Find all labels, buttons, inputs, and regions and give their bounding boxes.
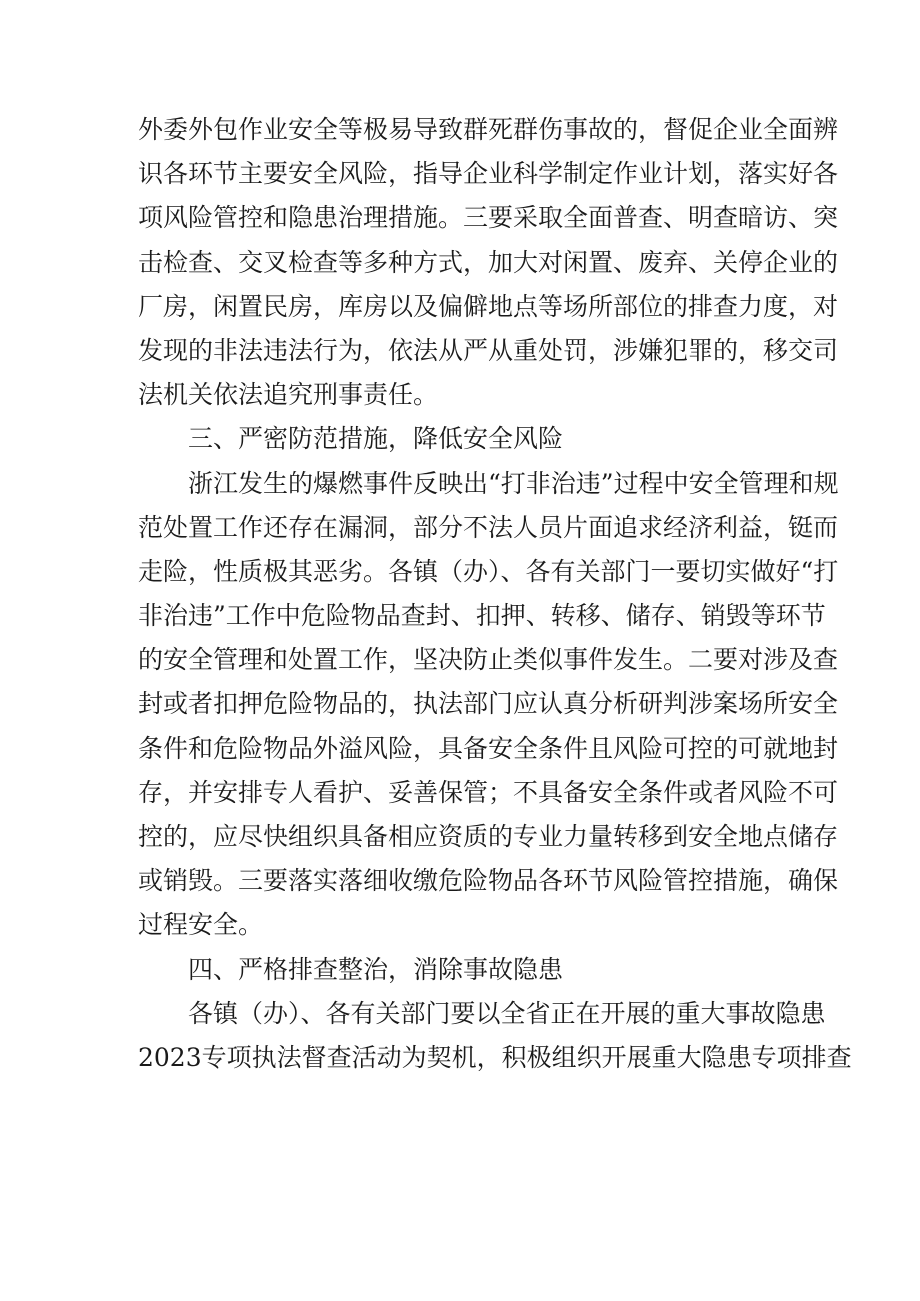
section-heading: 三、严密防范措施，降低安全风险 bbox=[188, 424, 564, 454]
text-line: 范处置工作还存在漏洞，部分不法人员片面追求经济利益，铤而 bbox=[138, 512, 839, 542]
text-line: 存，并安排专人看护、妥善保管；不具备安全条件或者风险不可 bbox=[138, 777, 839, 807]
text-line: 走险，性质极其恶劣。各镇（办）、各有关部门一要切实做好“打 bbox=[138, 556, 839, 586]
text-line: 条件和危险物品外溢风险，具备安全条件且风险可控的可就地封 bbox=[138, 733, 839, 763]
text-line: 浙江发生的爆燃事件反映出“打非治违”过程中安全管理和规 bbox=[188, 468, 839, 498]
text-line: 非治违”工作中危险物品查封、扣押、转移、储存、销毁等环节 bbox=[138, 601, 826, 631]
text-line: 各镇（办）、各有关部门要以全省正在开展的重大事故隐患 bbox=[188, 998, 826, 1028]
text-line: 击检查、交叉检查等多种方式，加大对闲置、废弃、关停企业的 bbox=[138, 247, 839, 277]
section-heading: 四、严格排查整治，消除事故隐患 bbox=[188, 954, 564, 984]
document-body bbox=[138, 108, 852, 1080]
text-line: 外委外包作业安全等极易导致群死群伤事故的，督促企业全面辨 bbox=[138, 115, 839, 144]
text-line: 识各环节主要安全风险，指导企业科学制定作业计划，落实好各 bbox=[138, 159, 839, 189]
text-line: 控的，应尽快组织具备相应资质的专业力量转移到安全地点储存 bbox=[138, 822, 839, 851]
text-line: 发现的非法违法行为，依法从严从重处罚，涉嫌犯罪的，移交司 bbox=[138, 335, 839, 365]
text-line: 过程安全。 bbox=[138, 910, 264, 940]
text-line: 或销毁。三要落实落细收缴危险物品各环节风险管控措施，确保 bbox=[138, 866, 839, 896]
text-line: 法机关依法追究刑事责任。 bbox=[138, 380, 439, 410]
text-line: 封或者扣押危险物品的，执法部门应认真分析研判涉案场所安全 bbox=[138, 689, 839, 719]
text-line: 的安全管理和处置工作，坚决防止类似事件发生。二要对涉及查 bbox=[138, 645, 839, 675]
text-line: 2023专项执法督查活动为契机，积极组织开展重大隐患专项排查 bbox=[138, 1042, 852, 1072]
text-line: 项风险管控和隐患治理措施。三要采取全面普查、明查暗访、突 bbox=[138, 203, 839, 233]
text-line: 厂房，闲置民房，库房以及偏僻地点等场所部位的排查力度，对 bbox=[138, 291, 839, 321]
